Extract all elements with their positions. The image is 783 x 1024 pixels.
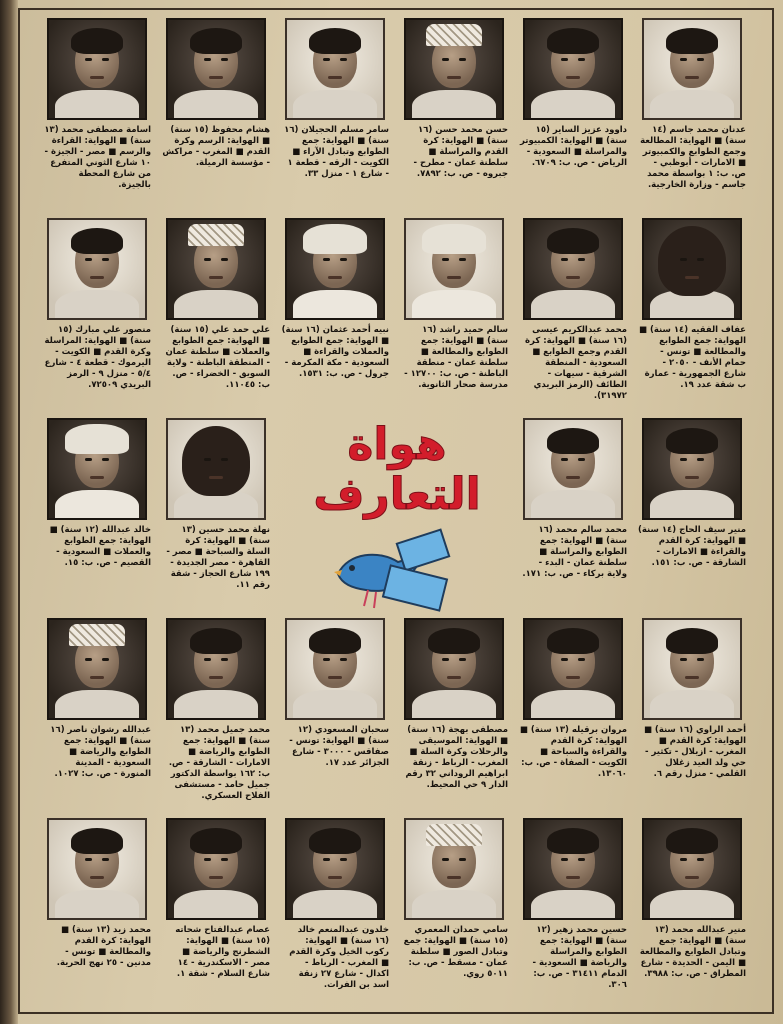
pen-pal-card	[275, 818, 395, 991]
pen-pal-details: محمد زيد (١٣ سنة) ■ الهواية: كرة القدم والمطالعة ■ تونس - مدنين - ٢٥ نهج الحرية.	[56, 925, 151, 968]
pen-pal-card	[37, 218, 157, 391]
section-title-block	[292, 420, 502, 620]
pen-pal-card	[632, 418, 752, 569]
portrait-photo	[166, 618, 266, 720]
pen-pal-details: حسين محمد زهير (١٢ سنة) ■ الهواية: جمع الطوابع والمراسلة والرياضة ■ السعودية - الدمام ٣١٤١١ - ص. ب: ٣٠٦.	[532, 925, 627, 990]
portrait-photo	[47, 618, 147, 720]
portrait-photo	[642, 218, 742, 320]
pen-pal-card	[632, 618, 752, 780]
pen-pal-card	[513, 18, 633, 169]
pen-pal-details: حسن محمد حسن (١٦ سنة) ■ الهواية: كرة القدم والمراسلة ■ سلطنة عمان - مطرح - جبروه - ص. ب: ٧٨٩٢.	[413, 125, 508, 179]
pen-pal-details: نبيه أحمد عثمان (١٦ سنة) ■ الهواية: جمع الطوابع والعملات والقراءة ■ السعودية - مكة المكرمة - جرول - ص. ب: ١٥٣١.	[281, 325, 389, 379]
pen-pal-card	[513, 818, 633, 991]
portrait-photo	[404, 618, 504, 720]
pen-pal-details: أحمد الراوي (١٦ سنة) ■ الهواية: كرة القدم ■ المغرب - ازيلال - تكثير - حي ولد العيد زغلال القلمي - منزل رقم ٦.	[643, 725, 746, 779]
pen-pal-card	[394, 218, 514, 391]
dove-with-letters-icon	[328, 524, 468, 614]
pen-pal-details: داوود عزيز الساير (١٥ سنة) ■ الهواية: الكمبيوتر والمراسلة ■ السعودية - الرياض - ص. ب: ٦٧٠٩.	[520, 125, 627, 168]
pen-pal-card	[37, 18, 157, 191]
pen-pal-card	[275, 618, 395, 769]
portrait-photo	[523, 418, 623, 520]
pen-pal-card	[632, 818, 752, 980]
pen-pal-details: سحبان المسعودي (١٢ سنة) ■ الهواية: تونس - صفاقس - ٣٠٠٠ - شارع الجزائر عدد ١٧.	[289, 725, 389, 768]
pen-pal-details: عدنان محمد جاسم (١٤ سنة) ■ الهواية: المطالعة وجمع الطوابع والكمبيوتر ■ الامارات - أبوظبي - ص. ب: ١ بواسطة محمد جاسم - وزارة الخارجية.	[640, 125, 746, 190]
page-binding-edge	[0, 0, 18, 1024]
portrait-photo	[523, 818, 623, 920]
pen-pal-details: محمد جميل محمد (١٣ سنة) ■ الهواية: جمع الطوابع والرياضة ■ الامارات - الشارقة - ص. ب: ١٦٢ بواسطة الدكتور جميل حامد - مستشفى الفلاح العسكري.	[168, 725, 270, 801]
pen-pal-details: مصطفى بهجة (١٦ سنة) ■ الهواية: الموسيقى والرحلات وكرة السلة ■ المغرب - الرباط - زنقة ابراهيم الروداني ٣٢ رقم الدار ٩ حي المحيط.	[405, 725, 508, 790]
portrait-photo	[47, 18, 147, 120]
pen-pal-card	[156, 418, 276, 591]
portrait-photo	[285, 218, 385, 320]
pen-pal-details: عصام عبدالفتاح شحاته (١٥ سنة) ■ الهواية: الشطرنج والرياضة ■ مصر - الاسكندرية - ١٤ شارع السلام - شقة ١.	[175, 925, 270, 979]
pen-pal-details: منصور علي مبارك (١٥ سنة) ■ الهواية: المراسلة وكرة القدم ■ الكويت - اليرموك - قطعة ٤ - شارع ٥/٤ - منزل ٩ - الرمز البريدي ٧٢٥٠٩.	[44, 325, 151, 390]
portrait-photo	[642, 818, 742, 920]
pen-pal-card	[513, 218, 633, 402]
pen-pal-card	[37, 418, 157, 569]
portrait-photo	[404, 18, 504, 120]
pen-pal-card	[37, 818, 157, 969]
pen-pal-details: خالد عبدالله (١٢ سنة) ■ الهواية: جمع الطوابع والعملات ■ السعودية - القصيم - ص. ب: ١٥.	[49, 525, 151, 568]
pen-pal-card	[632, 218, 752, 391]
portrait-photo	[47, 418, 147, 520]
pen-pal-details: خلدون عبدالمنعم خالد (١٦ سنة) ■ الهواية: ركوب الخيل وكرة القدم ■ المغرب - الرباط - اكدال - شارع ٢٧ زنقة اسد بن الفرات.	[289, 925, 389, 990]
portrait-photo	[404, 218, 504, 320]
pen-pal-details: اسامة مصطفى محمد (١٣ سنة) ■ الهواية: القراءة والرسم ■ مصر - الجيزة - ١٠ شارع الثوني المتفرع من شارع المحطة بالجيزة.	[44, 125, 151, 190]
pen-pal-card	[394, 818, 514, 980]
pen-pal-details: هشام محفوظ (١٥ سنة) ■ الهواية: الرسم وكرة القدم ■ المغرب - مراكش - مؤسسة الرميلة.	[162, 125, 270, 168]
pen-pal-card	[513, 418, 633, 580]
portrait-photo	[166, 418, 266, 520]
pen-pal-card	[275, 218, 395, 380]
pen-pal-details: علي حمد علي (١٥ سنة) ■ الهواية: جمع الطوابع والعملات ■ سلطنة عمان - المنطقة الباطنة - ولاية السويق - الخضراء - ص. ب: ١١٠٤٥.	[165, 325, 270, 390]
portrait-photo	[166, 218, 266, 320]
portrait-photo	[523, 218, 623, 320]
pen-pal-details: محمد عبدالكريم عيسى (١٦ سنة) ■ الهواية: كرة القدم وجمع الطوابع ■ السعودية - المنطقة الشرقية - سيهات - الطائف (الرمز البريدي ٣١٩٧٢).	[525, 325, 627, 401]
pen-pal-card	[513, 618, 633, 780]
pen-pal-details: محمد سالم محمد (١٦ سنة) ■ الهواية: جمع الطوابع والمراسلة ■ سلطنة عمان - البدء - ولاية بركاء - ص. ب: ١٧١.	[522, 525, 627, 579]
portrait-photo	[166, 18, 266, 120]
pen-pal-card	[275, 18, 395, 180]
portrait-photo	[285, 818, 385, 920]
pen-pal-details: عفاف الفقيه (١٤ سنة) ■ الهواية: جمع الطوابع والمطالعة ■ تونس - حمام الأنف - ٢٠٥٠ - شارع الجمهورية - عمارة ب شقة عدد ١٩.	[639, 325, 746, 390]
pen-pal-details: سالم حميد راشد (١٦ سنة) ■ الهواية: جمع الطوابع والمطالعة ■ سلطنة عمان - منطقة الباطنة - ص. ب: ١٢٧٠٠ - مدرسة صحار الثانوية.	[404, 325, 508, 390]
pen-pal-card	[156, 618, 276, 802]
portrait-photo	[285, 618, 385, 720]
pen-pal-card	[156, 818, 276, 980]
pen-pal-card	[632, 18, 752, 191]
pen-pal-card	[37, 618, 157, 780]
portrait-photo	[642, 18, 742, 120]
pen-pal-details: سامر مسلم الحجيلان (١٦ سنة) ■ الهواية: جمع الطوابع وتبادل الآراء ■ الكويت - الرقه - قطعة ١ - شارع ١ - منزل ٣٣.	[284, 125, 389, 179]
pen-pal-card	[156, 18, 276, 169]
section-title-line-2: التعارف	[313, 469, 481, 520]
pen-pal-details: سامي حمدان المعمري (١٥ سنة) ■ الهواية: جمع وتبادل الصور ■ سلطنة عمان - مسقط - ص. ب: ٥٠١١ روي.	[403, 925, 508, 979]
pen-pal-details: مروان برقيله (١٣ سنة) ■ الهواية: كرة القدم والقراءة والسباحة ■ الكويت - الصفاة - ص. ب: ١٣٠٦٠.	[519, 725, 627, 779]
pen-pal-card	[156, 218, 276, 391]
portrait-photo	[47, 818, 147, 920]
portrait-photo	[523, 618, 623, 720]
portrait-photo	[404, 818, 504, 920]
pen-pal-card	[394, 618, 514, 791]
portrait-photo	[642, 418, 742, 520]
portrait-photo	[642, 618, 742, 720]
page-corner-mark	[701, 1012, 761, 1022]
portrait-photo	[523, 18, 623, 120]
pen-pal-details: منير عبدالله محمد (١٣ سنة) ■ الهواية: جمع وتبادل الطوابع والمطالعة ■ اليمن - الحديدة - شارع المطراق - ص. ب: ٣٩٨٨.	[639, 925, 746, 979]
pen-pal-card	[394, 18, 514, 180]
portrait-photo	[285, 18, 385, 120]
pen-pal-details: نهلة محمد حسين (١٣ سنة) ■ الهواية: كرة السلة والسباحة ■ مصر - القاهرة - مصر الجديدة - ١٩٩ شارع الحجاز - شقة رقم ١١.	[166, 525, 270, 590]
pen-pal-details: منير سيف الحاج (١٤ سنة) ■ الهواية: كرة القدم والقراءة ■ الامارات - الشارقة - ص. ب: ١٥١.	[638, 525, 746, 568]
pen-pal-details: عبدالله رشوان ناصر (١٦ سنة) ■ الهواية: جمع الطوابع والرياضة ■ السعودية - المدينة المنورة - ص. ب: ١٠٢٧.	[50, 725, 151, 779]
portrait-photo	[47, 218, 147, 320]
portrait-photo	[166, 818, 266, 920]
section-title-line-1: هواة	[347, 419, 447, 470]
